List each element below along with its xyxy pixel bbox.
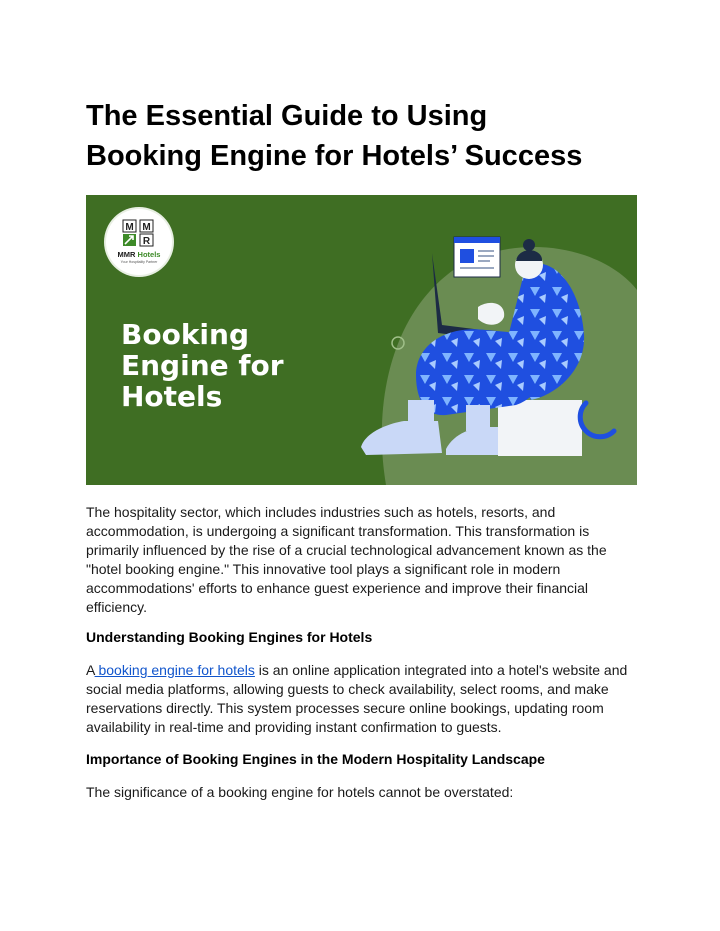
logo-tagline: Your Hospitality Partner: [120, 260, 158, 264]
document-card-icon: [454, 237, 500, 277]
logo-letter-m1: M: [125, 222, 134, 233]
logo-name-green: Hotels: [137, 250, 161, 259]
definition-line-1-rest: is an online application integrated into a hotel's website and: [254, 662, 628, 678]
logo-name-dark: MMR: [117, 250, 138, 259]
heading-understanding: Understanding Booking Engines for Hotels: [86, 629, 373, 645]
intro-line: accommodation, is undergoing a significant transformation. This transformation is: [86, 523, 590, 539]
logo-name: [106, 250, 172, 259]
shoe-left: [361, 421, 442, 455]
mmr-hotels-logo: [106, 209, 172, 275]
hero-title-line-3: Hotels: [121, 380, 223, 413]
intro-paragraph: [86, 503, 646, 617]
hero-banner-image: [86, 195, 637, 485]
intro-line: primarily influenced by the rise of a crucial technological advancement known as the: [86, 542, 607, 558]
intro-line: "hotel booking engine." This innovative tool plays a significant role in modern: [86, 561, 561, 577]
booking-engine-link[interactable]: booking engine for hotels: [94, 662, 255, 678]
intro-line: efficiency.: [86, 599, 147, 615]
article-title: [86, 96, 666, 176]
definition-line: availability in real-time and providing instant confirmation to guests.: [86, 719, 502, 735]
definition-line: reservations directly. This system processes secure online bookings, updating room: [86, 700, 604, 716]
definition-paragraph: [86, 661, 646, 737]
hero-title-line-2: Engine for: [121, 349, 284, 382]
article-title-line-1: The Essential Guide to Using: [86, 100, 488, 132]
significance-paragraph: The significance of a booking engine for hotels cannot be overstated:: [86, 784, 514, 800]
definition-line: social media platforms, allowing guests to check availability, select rooms, and make: [86, 681, 609, 697]
logo-letter-m2: M: [142, 222, 151, 233]
hero-title: [121, 319, 284, 412]
mmr-logo-mark: [122, 219, 154, 247]
hair-bun: [523, 239, 535, 251]
definition-prefix: A: [86, 662, 95, 678]
article-title-line-2: Booking Engine for Hotels’ Success: [86, 140, 583, 172]
intro-line: accommodations' efforts to enhance guest experience and improve their financial: [86, 580, 589, 596]
heading-importance: Importance of Booking Engines in the Modern Hospitality Landscape: [86, 751, 545, 767]
hero-title-line-1: Booking: [121, 318, 250, 351]
hands: [478, 303, 504, 325]
seat-box: [498, 400, 582, 456]
logo-letter-r: R: [142, 236, 151, 247]
intro-line: The hospitality sector, which includes industries such as hotels, resorts, and: [86, 504, 556, 520]
